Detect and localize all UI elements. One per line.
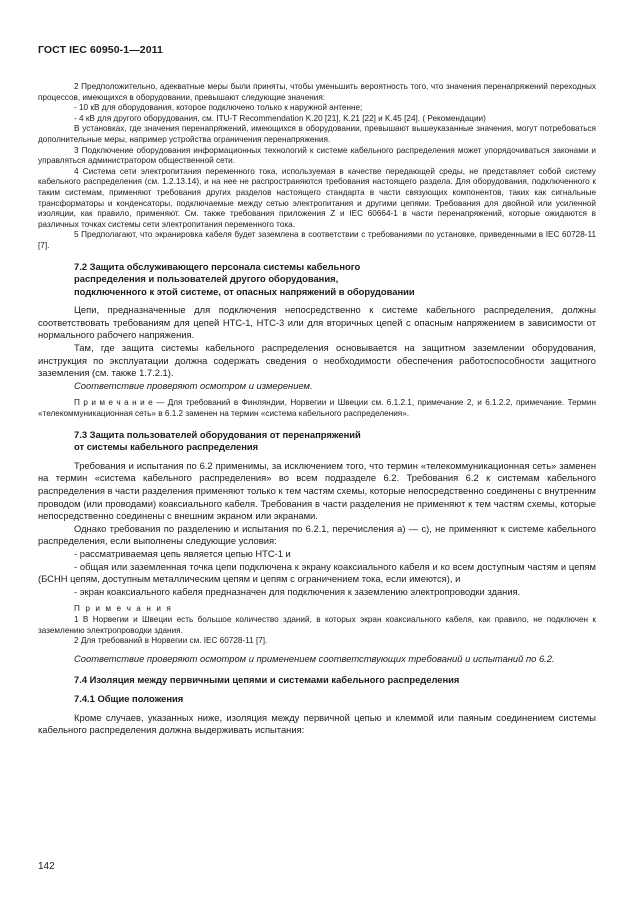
section-heading-line: от системы кабельного распределения xyxy=(74,441,259,453)
note-text: — Для требований в Финляндии, Норвегии и Швеции см. 6.1.2.1, примечание 2, и 6.1.2.2, примечание. Термин «телекоммуникационная сеть» в 6.1.2 заменен на термин «система кабельного распределения». xyxy=(38,398,597,419)
list-item: - рассматриваемая цепь является цепью НТС-1 и xyxy=(74,547,291,559)
section-7-3 xyxy=(38,429,596,666)
note-paragraph: 5 Предполагают, что экранировка кабеля будет заземлена в соответствии с требованиями по установке, приведенными в IEC 60728-11 [7]. xyxy=(38,230,596,250)
body-paragraph: Там, где защита системы кабельного распределения основывается на защитном заземлении оборудования, инструкция по эксплуатации должна содержать сведения о необходимости обеспечения работоспособности защитного заземления (см. также 1.7.2.1). xyxy=(38,342,596,379)
note-paragraph: 2 Предположительно, адекватные меры были приняты, чтобы уменьшить вероятность того, что значения перенапряжений переходных процессов, имеющихся в оборудовании, превышают следующие значения: xyxy=(38,82,596,102)
section-heading-line: распределения и пользователей другого оборудования, xyxy=(74,273,339,285)
note-paragraph: 2 Для требований в Норвегии см. IEC 60728-11 [7]. xyxy=(74,636,268,646)
compliance-statement: Соответствие проверяют осмотром и измерением. xyxy=(74,379,313,391)
note-paragraph: В установках, где значения перенапряжений, имеющихся в оборудовании, превышают вышеуказанные значения, могут потребоваться дополнительные меры, например устройства ограничения перенапряжения. xyxy=(38,124,596,144)
section-7-4 xyxy=(38,674,596,736)
section-heading-line: подключенного к этой системе, от опасных напряжений в оборудовании xyxy=(74,285,415,297)
subsection-heading: 7.4.1 Общие положения xyxy=(74,692,184,704)
note-paragraph: 4 Система сети электропитания переменного тока, используемая в качестве передающей среды, не представляет собой систему кабельного распределения (см. 1.2.13.14), и на нее не распространяются требования настоящего раздела. Для оборудования, подключенного к таким системам, применяют требования других разделов настоящего стандарта в части связующих компонентов, таких как сигнальные трансформаторы и конденсаторы, подключаемые между сетью электропитания и другими цепями. Требования для двойной или усиленной изоляции, как правило, применяют. См. также требования приложения Z и IEC 60664-1 в части перенапряжений, которые ожидаются в различных точках системы сети электропитания переменного тока. xyxy=(38,166,596,229)
note-paragraph: 1 В Норвегии и Швеции есть большое количество зданий, в которых экран коаксиального кабеля, как правило, не подключен к заземлению электропроводки здания. xyxy=(38,614,596,635)
section-heading: 7.4 Изоляция между первичными цепями и системами кабельного распределения xyxy=(74,674,460,686)
compliance-statement: Соответствие проверяют осмотром и применением соответствующих требований и испытаний по 6.2. xyxy=(74,652,555,664)
note-paragraph: 3 Подключение оборудования информационных технологий к системе кабельного распределения может упорядочиваться законами и управляться администратором общественной сети. xyxy=(38,145,596,166)
section-7-2 xyxy=(38,261,596,420)
body-paragraph: Требования и испытания по 6.2 применимы, за исключением того, что термин «телекоммуникационная сеть» заменен на термин «система кабельного распределения» во всем подразделе 6.2. Требования 6.2 к системам кабельного распределения в части разделения применяют только к тем частям схемы, которые непосредственно соединены с внутренним проводом (или проводами) коаксиального кабеля. Требования в части разделения не применяют к тем частям схемы, которые непосредственно соединены с внешним экраном или экранами. xyxy=(38,459,596,522)
list-item: - экран коаксиального кабеля предназначен для подключения к заземлению электропроводки здания. xyxy=(74,585,521,597)
note-list-item: - 4 кВ для другого оборудования, см. ITU-T Recommendation K.20 [21], K.21 [22] и K.45 [24]. ( Рекомендации) xyxy=(74,113,486,123)
document-header: ГОСТ IEC 60950-1—2011 xyxy=(38,44,163,56)
notes-label: П р и м е ч а н и я xyxy=(74,604,173,614)
note-list-item: - 10 кВ для оборудования, которое подключено только к наружной антенне; xyxy=(74,103,363,113)
note-paragraph xyxy=(38,398,596,419)
notes-block xyxy=(38,82,596,252)
list-item: - общая или заземленная точка цепи подключена к экрану коаксиального кабеля и ко всем доступным частям и цепям (БСНН цепям, доступным металлическим цепям и цепям с ограничением тока, если имеются), и xyxy=(38,560,596,585)
note-label: П р и м е ч а н и е xyxy=(74,398,153,408)
body-paragraph: Кроме случаев, указанных ниже, изоляция между первичной цепью и клеммой или паяным соединением системы кабельного распределения должна выдерживать испытания: xyxy=(38,711,596,736)
body-paragraph: Цепи, предназначенные для подключения непосредственно к системе кабельного распределения, должны соответствовать требованиям для цепей НТС-1, НТС-3 или для вторичных цепей с опасным напряжением в зависимости от нормального рабочего напряжения. xyxy=(38,304,596,341)
section-heading-line: 7.3 Защита пользователей оборудования от перенапряжений xyxy=(74,428,361,440)
section-heading-line: 7.2 Защита обслуживающего персонала системы кабельного xyxy=(74,260,361,272)
body-paragraph: Однако требования по разделению и испытания по 6.2.1, перечисления a) — c), не применяют к системе кабельного распределения, если выполнены следующие условия: xyxy=(38,522,596,547)
page-number: 142 xyxy=(38,861,55,872)
